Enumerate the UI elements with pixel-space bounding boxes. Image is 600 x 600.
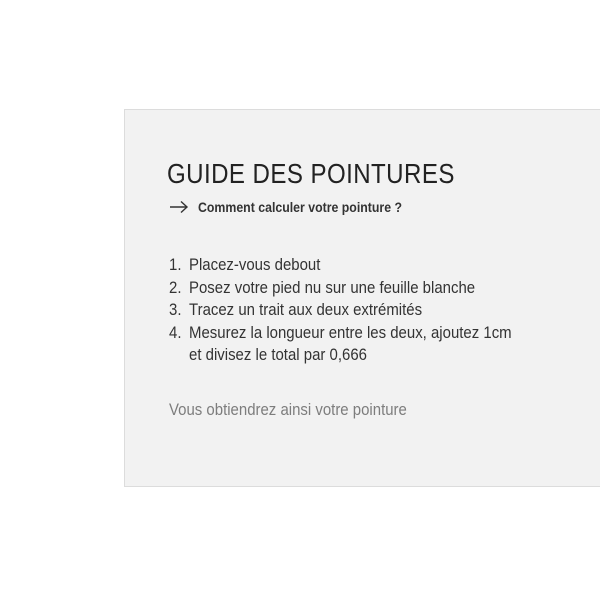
step-item bbox=[169, 299, 556, 322]
step-item bbox=[169, 254, 556, 277]
step-text: Posez votre pied nu sur une feuille blanche bbox=[189, 277, 476, 297]
arrow-right-icon bbox=[169, 200, 189, 214]
guide-subtitle: Comment calculer votre pointure ? bbox=[198, 199, 403, 215]
step-number: 4. bbox=[169, 322, 182, 342]
step-item bbox=[169, 277, 556, 300]
step-text: Placez-vous debout bbox=[189, 255, 321, 274]
step-number: 3. bbox=[169, 300, 182, 319]
subtitle-row bbox=[169, 199, 430, 215]
step-number: 1. bbox=[169, 255, 182, 274]
steps-list bbox=[169, 254, 556, 367]
step-item bbox=[169, 322, 556, 367]
step-text: Tracez un trait aux deux extrémités bbox=[189, 300, 423, 319]
step-number: 2. bbox=[169, 277, 182, 297]
step-text: Mesurez la longueur entre les deux, ajoutez 1cm et divisez le total par 0,666 bbox=[189, 322, 512, 364]
guide-title: GUIDE DES POINTURES bbox=[167, 158, 455, 189]
size-guide-panel bbox=[124, 109, 600, 487]
result-note: Vous obtiendrez ainsi votre pointure bbox=[169, 400, 407, 419]
